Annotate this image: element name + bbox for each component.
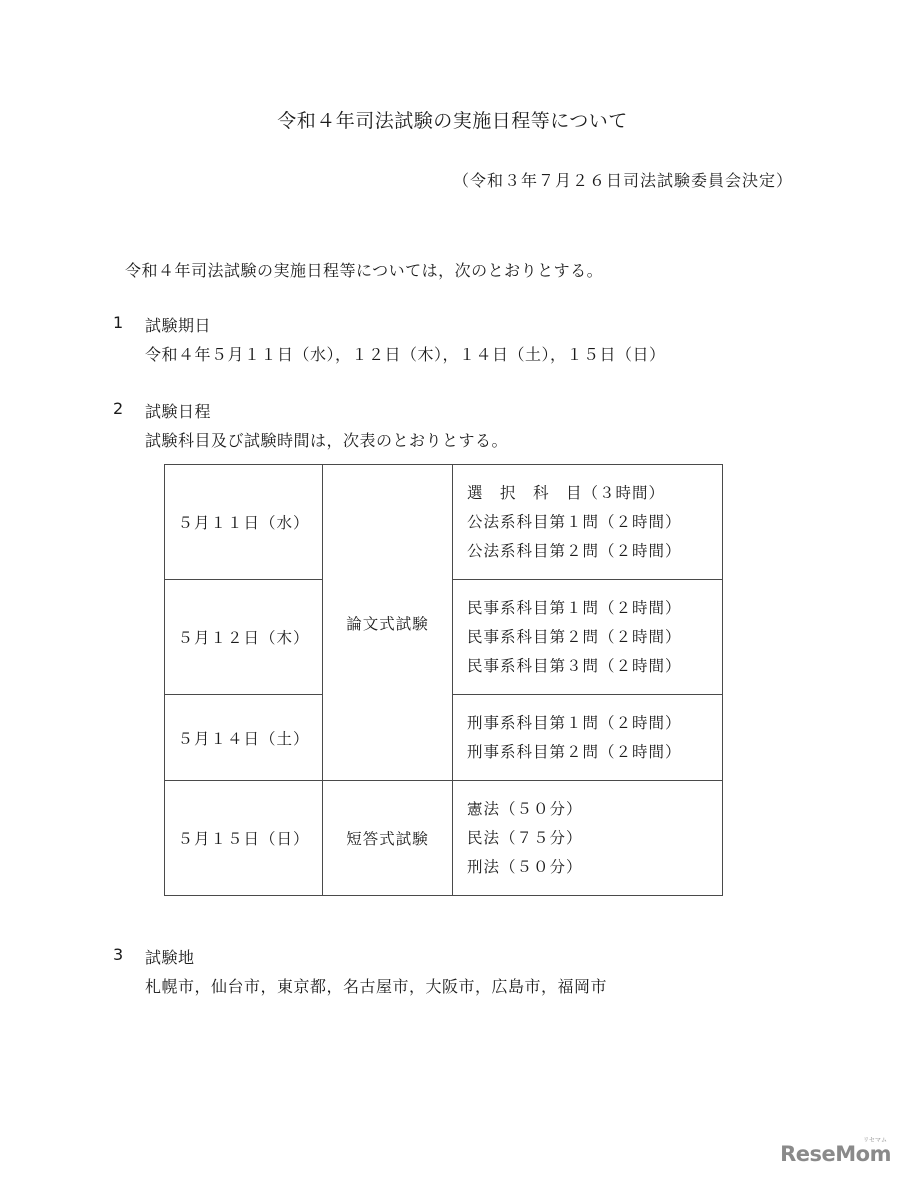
subject-item: 選 択 科 目（３時間） <box>467 483 666 502</box>
section-2-number: 2 <box>113 399 124 418</box>
subject-item: 公法系科目第２問（２時間） <box>467 541 682 560</box>
section-3-heading: 試験地 <box>145 948 195 967</box>
subjects-cell <box>453 465 723 580</box>
resemom-logo <box>780 1137 891 1166</box>
section-3-number: 3 <box>113 945 124 964</box>
date-cell: ５月１１日（水） <box>165 465 323 580</box>
section-2-heading: 試験日程 <box>145 402 212 421</box>
subject-item: 公法系科目第１問（２時間） <box>467 512 682 531</box>
subject-item: 刑事系科目第２問（２時間） <box>467 742 682 761</box>
document-title: 令和４年司法試験の実施日程等について <box>277 110 628 132</box>
subject-item: 民事系科目第１問（２時間） <box>467 598 682 617</box>
date-cell: ５月１５日（日） <box>165 781 323 896</box>
section-1-number: 1 <box>113 313 124 332</box>
subjects-cell <box>453 695 723 781</box>
subject-item: 民事系科目第２問（２時間） <box>467 627 682 646</box>
subject-item: 民事系科目第３問（２時間） <box>467 656 682 675</box>
essay-exam-cell: 論文式試験 <box>323 465 453 781</box>
section-3-body: 札幌市，仙台市，東京都，名古屋市，大阪市，広島市，福岡市 <box>145 977 608 996</box>
subject-item: 刑事系科目第１問（２時間） <box>467 713 682 732</box>
section-2-body: 試験科目及び試験時間は，次表のとおりとする。 <box>145 431 509 450</box>
short-answer-exam-cell: 短答式試験 <box>323 781 453 896</box>
decision-note: （令和３年７月２６日司法試験委員会決定） <box>452 171 793 190</box>
logo-kana: リセマム <box>863 1137 887 1144</box>
intro-paragraph: 令和４年司法試験の実施日程等については，次のとおりとする。 <box>125 261 604 280</box>
schedule-table <box>164 464 723 896</box>
logo-text: ReseMom <box>780 1142 891 1166</box>
subject-item: 憲法（５０分） <box>467 799 583 818</box>
section-1-body: 令和４年５月１１日（水），１２日（木），１４日（土），１５日（日） <box>145 345 666 364</box>
subjects-cell <box>453 580 723 695</box>
subjects-cell <box>453 781 723 896</box>
subject-item: 刑法（５０分） <box>467 857 583 876</box>
table-row <box>165 781 723 896</box>
table-row <box>165 465 723 580</box>
subject-item: 民法（７５分） <box>467 828 583 847</box>
date-cell: ５月１２日（木） <box>165 580 323 695</box>
section-1-heading: 試験期日 <box>145 316 212 335</box>
date-cell: ５月１４日（土） <box>165 695 323 781</box>
